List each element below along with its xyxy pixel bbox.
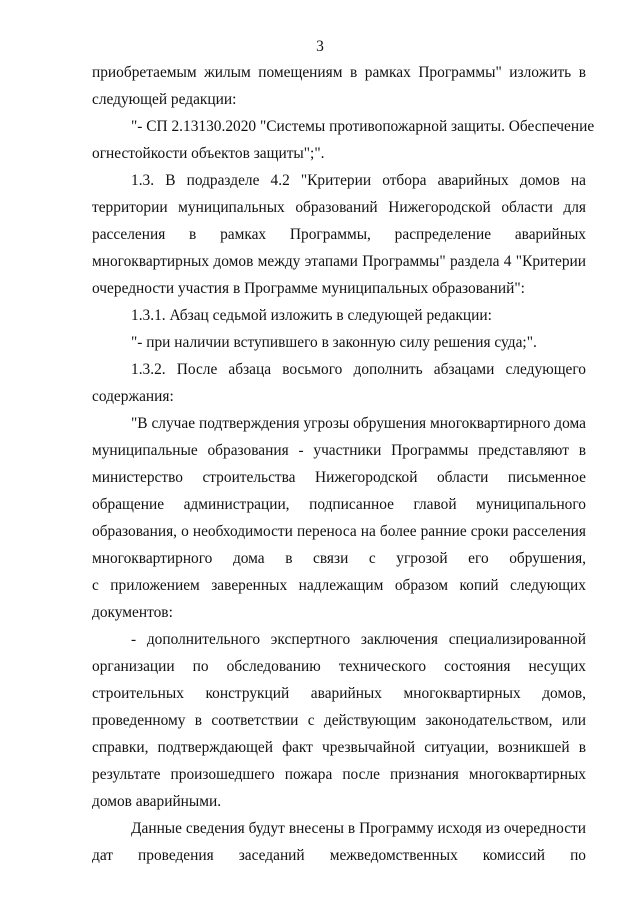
text-line: многоквартирных домов между этапами Программы" раздела 4 "Критерии xyxy=(92,253,586,270)
text-line: расселения в рамках Программы, распределение аварийных xyxy=(92,226,586,243)
text-line: дат проведения заседаний межведомственных комиссий по xyxy=(92,847,586,864)
text-line: многоквартирного дома в связи с угрозой его обрушения, xyxy=(92,550,586,567)
text-line: "- при наличии вступившего в законную силу решения суда;". xyxy=(131,334,537,351)
text-line: 1.3.1. Абзац седьмой изложить в следующей редакции: xyxy=(131,307,492,324)
text-line: очередности участия в Программе муниципальных образований": xyxy=(92,280,525,297)
page-number: 3 xyxy=(316,38,324,55)
text-line: содержания: xyxy=(92,388,174,405)
text-line: домов аварийными. xyxy=(92,793,222,810)
text-line: справки, подтверждающей факт чрезвычайной ситуации, возникшей в xyxy=(92,739,586,756)
text-line: следующей редакции: xyxy=(92,91,237,108)
text-line: приобретаемым жилым помещениям в рамках Программы" изложить в xyxy=(92,64,586,81)
text-line: строительных конструкций аварийных многоквартирных домов, xyxy=(92,685,586,702)
text-line: с приложением заверенных надлежащим образом копий следующих xyxy=(92,577,586,594)
text-line: документов: xyxy=(92,604,173,621)
text-line: Данные сведения будут внесены в Программу исходя из очередности xyxy=(131,820,586,837)
text-line: образования, о необходимости переноса на более ранние сроки расселения xyxy=(92,523,586,540)
text-line: результате произошедшего пожара после признания многоквартирных xyxy=(92,766,586,783)
text-line: 1.3. В подразделе 4.2 "Критерии отбора аварийных домов на xyxy=(131,172,586,189)
text-line: муниципальные образования - участники Программы представляют в xyxy=(92,442,586,459)
text-line: огнестойкости объектов защиты";". xyxy=(92,145,325,162)
text-line: - дополнительного экспертного заключения специализированной xyxy=(131,631,586,648)
text-line: "- СП 2.13130.2020 "Системы противопожарной защиты. Обеспечение xyxy=(131,118,595,135)
text-line: обращение администрации, подписанное главой муниципального xyxy=(92,496,586,513)
text-line: проведенному в соответствии с действующим законодательством, или xyxy=(92,712,586,729)
text-line: министерство строительства Нижегородской области письменное xyxy=(92,469,586,486)
text-line: организации по обследованию технического состояния несущих xyxy=(92,658,586,675)
text-line: 1.3.2. После абзаца восьмого дополнить абзацами следующего xyxy=(131,361,586,378)
text-line: территории муниципальных образований Нижегородской области для xyxy=(92,199,586,216)
text-line: "В случае подтверждения угрозы обрушения многоквартирного дома xyxy=(131,415,586,432)
